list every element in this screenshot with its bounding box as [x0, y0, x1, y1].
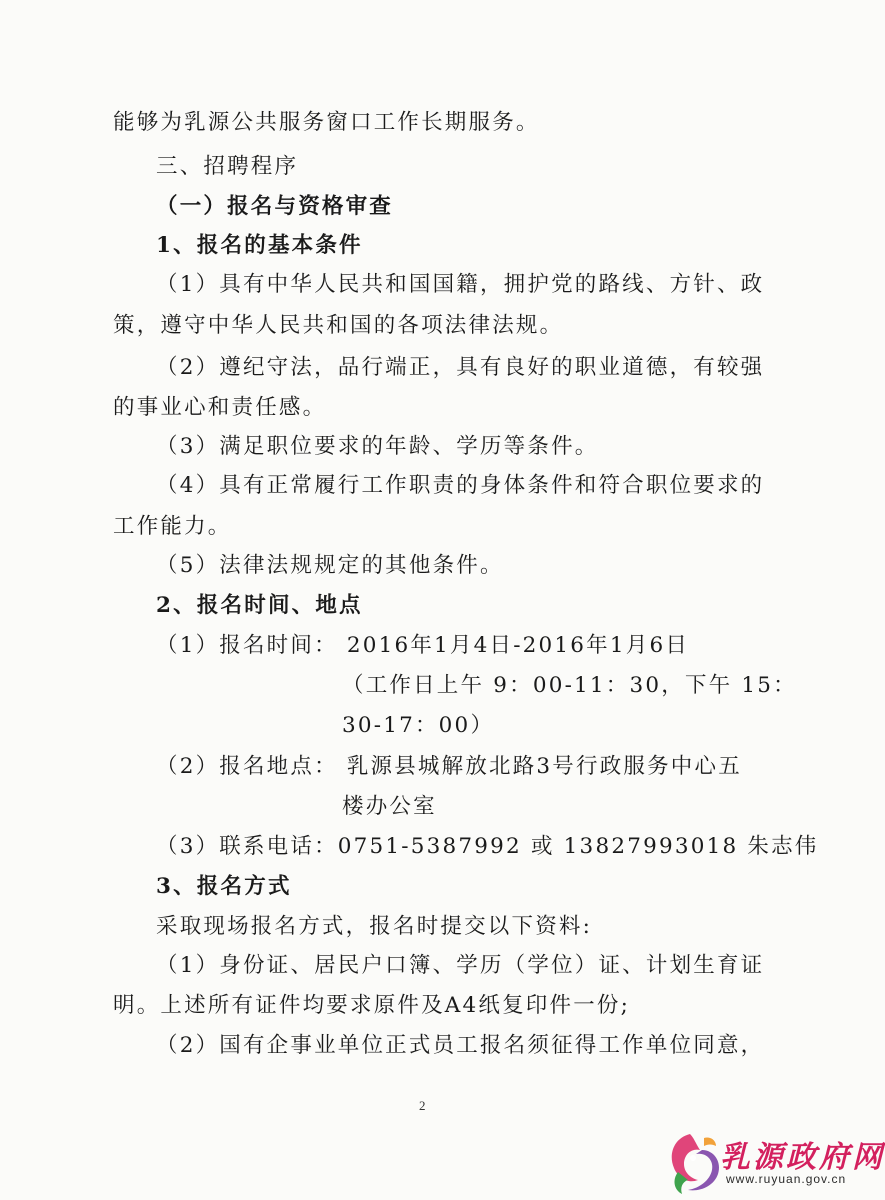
text-line: 3、报名方式: [156, 874, 292, 899]
text-line: （1）报名时间： 2016年1月4日-2016年1月6日: [156, 633, 690, 658]
watermark-title: 乳源政府网: [720, 1140, 885, 1175]
text-line: 采取现场报名方式，报名时提交以下资料:: [156, 914, 593, 939]
text-line: 的事业心和责任感。: [113, 395, 327, 420]
text-line: （2）国有企事业单位正式员工报名须征得工作单位同意，: [156, 1033, 765, 1058]
text-line: （2）遵纪守法，品行端正，具有良好的职业道德，有较强: [156, 355, 765, 380]
text-line: 楼办公室: [342, 794, 437, 819]
text-line: （1）身份证、居民户口簿、学历（学位）证、计划生育证: [156, 953, 765, 978]
watermark-url: www.ruyuan.gov.cn: [726, 1172, 847, 1186]
text-line: 明。上述所有证件均要求原件及A4纸复印件一份;: [113, 993, 631, 1018]
text-line: 工作能力。: [113, 514, 232, 539]
text-line: （一）报名与资格审查: [156, 194, 394, 219]
text-line: （4）具有正常履行工作职责的身体条件和符合职位要求的: [156, 473, 765, 498]
text-line: （工作日上午 9：00-11：30，下午 15：: [342, 673, 797, 698]
text-line: 策，遵守中华人民共和国的各项法律法规。: [113, 313, 564, 338]
dragon-logo-icon: [660, 1128, 726, 1198]
text-line: 30-17：00）: [342, 713, 495, 738]
page-number: 2: [419, 1098, 426, 1113]
text-line: 1、报名的基本条件: [156, 233, 363, 258]
text-line: 能够为乳源公共服务窗口工作长期服务。: [113, 110, 540, 135]
text-line: （2）报名地点： 乳源县城解放北路3号行政服务中心五: [156, 754, 742, 779]
text-line: （3）联系电话：0751-5387992 或 13827993018 朱志伟: [156, 834, 819, 859]
text-line: （1）具有中华人民共和国国籍，拥护党的路线、方针、政: [156, 272, 765, 297]
text-line: 2、报名时间、地点: [156, 593, 363, 618]
text-line: （3）满足职位要求的年龄、学历等条件。: [156, 434, 599, 459]
text-line: （5）法律法规规定的其他条件。: [156, 553, 504, 578]
text-line: 三、招聘程序: [156, 154, 299, 179]
site-watermark: [660, 1128, 885, 1198]
